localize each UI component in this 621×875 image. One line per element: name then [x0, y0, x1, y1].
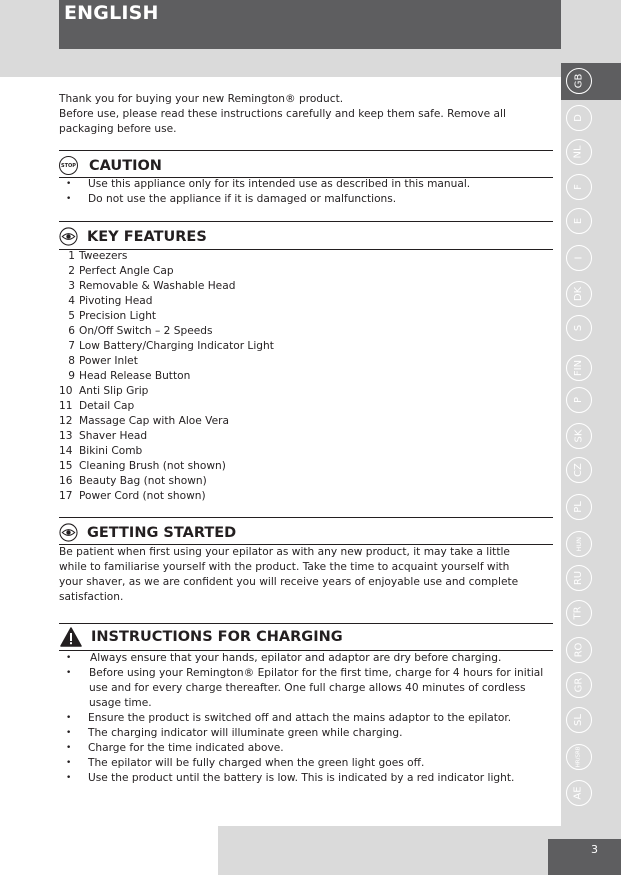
feature-item: 14 Bikini Comb	[59, 445, 143, 457]
feature-item: 2 Perfect Angle Cap	[68, 265, 174, 277]
feature-item: 16 Beauty Bag (not shown)	[59, 475, 207, 487]
feature-item: 1 Tweezers	[68, 250, 128, 262]
warning-icon	[60, 627, 82, 647]
language-tab-gr[interactable]: GR	[566, 672, 592, 698]
feature-item: 15 Cleaning Brush (not shown)	[59, 460, 226, 472]
language-tab-dk[interactable]: DK	[566, 281, 592, 307]
language-tab-sk[interactable]: SK	[566, 423, 592, 449]
features-top-rule	[59, 221, 553, 222]
charging-top-rule	[59, 623, 553, 624]
language-tab-sl[interactable]: SL	[566, 707, 592, 733]
charging-item: • Before using your Remington® Epilator for the first time, charge for 4 hours for initial use and for every charge thereafter. One full charge allows 40 minutes of cordless usage time.	[59, 666, 554, 711]
language-tab-nl[interactable]: NL	[566, 139, 592, 165]
feature-item: 5 Precision Light	[68, 310, 157, 322]
getting-started-text: Be patient when first using your epilator as with any new product, it may take a little while to familiarise yourself with the product. Take the time to acquaint yourself with your shaver, as we are confident you will receive years of enjoyable use and complete satisfaction.	[59, 546, 519, 603]
feature-item: 6 On/Off Switch – 2 Speeds	[68, 325, 213, 337]
stop-icon: STOP	[59, 156, 78, 175]
feature-item: 10 Anti Slip Grip	[59, 385, 149, 397]
language-title: ENGLISH	[64, 2, 159, 24]
charging-item: • Charge for the time indicated above.	[59, 741, 554, 756]
intro-line-1: Thank you for buying your new Remington® product.	[59, 93, 344, 105]
intro-line-2: Before use, please read these instructions carefully and keep them safe. Remove all packaging before use.	[59, 108, 506, 135]
feature-item: 8 Power Inlet	[68, 355, 138, 367]
intro-text	[59, 92, 554, 137]
eye-icon	[59, 227, 78, 246]
header-bar	[59, 0, 561, 49]
feature-item: 4 Pivoting Head	[68, 295, 153, 307]
language-tab-f[interactable]: F	[566, 174, 592, 200]
feature-item: 13 Shaver Head	[59, 430, 148, 442]
charging-heading	[59, 627, 343, 647]
caution-list	[59, 177, 554, 207]
getting-started-heading	[59, 523, 236, 542]
eye-icon	[59, 523, 78, 542]
charging-item: • The epilator will be fully charged when the green light goes off.	[59, 756, 554, 771]
language-tab-d[interactable]: D	[566, 105, 592, 131]
language-tab-gb[interactable]: GB	[566, 68, 592, 94]
feature-item: 12 Massage Cap with Aloe Vera	[59, 415, 229, 427]
language-tab-ro[interactable]: RO	[566, 637, 592, 663]
language-tab-e[interactable]: E	[566, 208, 592, 234]
charging-item: • Ensure the product is switched off and attach the mains adaptor to the epilator.	[59, 711, 554, 726]
language-tab-hr-srb[interactable]: HR/SRB	[566, 744, 592, 770]
charging-item: • Use the product until the battery is low. This is indicated by a red indicator light.	[59, 771, 554, 786]
language-tab-s[interactable]: S	[566, 315, 592, 341]
features-list	[59, 249, 274, 504]
charging-item: • The charging indicator will illuminate green while charging.	[59, 726, 554, 741]
language-tab-ru[interactable]: RU	[566, 565, 592, 591]
language-tab-pl[interactable]: PL	[566, 494, 592, 520]
language-tab-hun[interactable]: HUN	[566, 531, 592, 557]
page-number: 3	[591, 843, 598, 856]
charging-item: • Always ensure that your hands, epilator and adaptor are dry before charging.	[59, 651, 554, 666]
language-tab-fin[interactable]: FIN	[566, 355, 592, 381]
feature-item: 9 Head Release Button	[68, 370, 191, 382]
page-number-box	[548, 839, 621, 875]
feature-item: 7 Low Battery/Charging Indicator Light	[68, 340, 274, 352]
getting-started-title: GETTING STARTED	[87, 524, 237, 541]
language-tab-p[interactable]: P	[566, 387, 592, 413]
charging-title: INSTRUCTIONS FOR CHARGING	[91, 629, 343, 645]
getting-started-top-rule	[59, 517, 553, 518]
caution-item: • Use this appliance only for its intended use as described in this manual.	[59, 177, 554, 192]
caution-top-rule	[59, 150, 553, 151]
features-heading	[59, 227, 207, 246]
feature-item: 3 Removable & Washable Head	[68, 280, 236, 292]
language-tab-cz[interactable]: CZ	[566, 457, 592, 483]
feature-item: 17 Power Cord (not shown)	[59, 490, 206, 502]
caution-heading	[59, 156, 162, 175]
language-tab-tr[interactable]: TR	[566, 600, 592, 626]
caution-item: • Do not use the appliance if it is damaged or malfunctions.	[59, 192, 554, 207]
caution-title: CAUTION	[89, 157, 162, 174]
language-tab-ae[interactable]: AE	[566, 780, 592, 806]
language-tab-i[interactable]: I	[566, 245, 592, 271]
features-title: KEY FEATURES	[87, 228, 207, 245]
feature-item: 11 Detail Cap	[59, 400, 135, 412]
charging-list	[59, 651, 554, 786]
